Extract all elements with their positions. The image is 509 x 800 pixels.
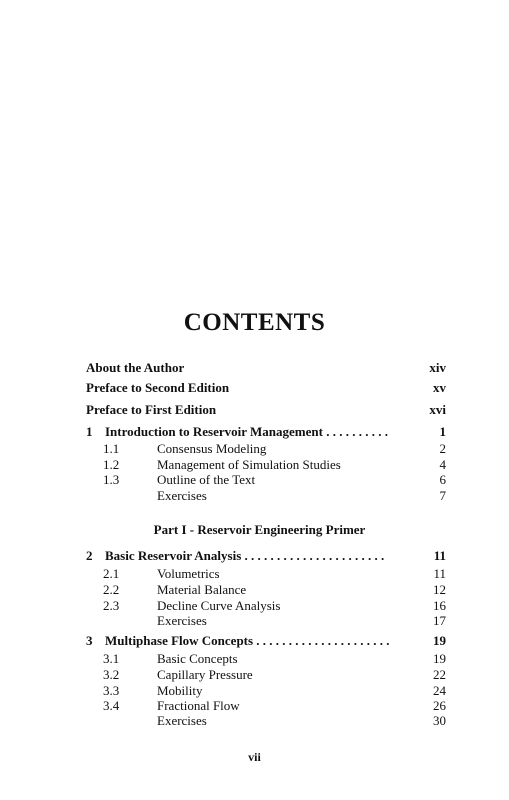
toc-entry-page: 17 — [433, 613, 446, 628]
toc-entry-page: 16 — [433, 598, 446, 613]
toc-entry-title: Fractional Flow — [157, 698, 240, 713]
toc-entry-title: Management of Simulation Studies — [157, 457, 341, 472]
toc-entry-number: 3.2 — [103, 667, 120, 682]
toc-section-entry — [86, 472, 446, 487]
toc-entry-number: 3.4 — [103, 698, 120, 713]
toc-section-entry — [86, 613, 446, 628]
toc-chapter-entry — [86, 633, 446, 648]
toc-section-entry — [86, 582, 446, 597]
toc-chapter-entry — [86, 548, 446, 563]
toc-entry-page: 12 — [433, 582, 446, 597]
toc-entry-page: 19 — [433, 633, 446, 648]
toc-entry-title: Exercises — [157, 713, 207, 728]
toc-entry-title: Exercises — [157, 488, 207, 503]
toc-section-entry — [86, 566, 446, 581]
toc-entry-number: 1.2 — [103, 457, 120, 472]
toc-entry-number: 2.1 — [103, 566, 120, 581]
toc-entry-title: Capillary Pressure — [157, 667, 253, 682]
toc-entry-page: 11 — [433, 566, 446, 581]
toc-entry-title: Consensus Modeling — [157, 441, 267, 456]
toc-entry-page: 24 — [433, 683, 446, 698]
toc-entry-title: Introduction to Reservoir Management . . . . . . . . . . — [105, 424, 388, 439]
toc-entry-number: 2 — [86, 548, 93, 563]
toc-front-matter-entry — [86, 380, 446, 395]
part-heading: Part I - Reservoir Engineering Primer — [153, 522, 366, 537]
toc-entry-page: xiv — [429, 360, 446, 375]
toc-entry-number: 2.3 — [103, 598, 120, 613]
toc-entry-number: 3 — [86, 633, 93, 648]
toc-chapter-entry — [86, 424, 446, 439]
toc-front-matter-entry — [86, 402, 446, 417]
page-number: vii — [248, 750, 261, 764]
toc-entry-title: Exercises — [157, 613, 207, 628]
toc-section-entry — [86, 651, 446, 666]
toc-entry-title: About the Author — [86, 360, 185, 375]
toc-entry-page: 19 — [433, 651, 446, 666]
toc-entry-title: Mobility — [157, 683, 203, 698]
toc-entry-title: Basic Reservoir Analysis . . . . . . . . . . . . . . . . . . . . . . — [105, 548, 385, 563]
toc-entry-title: Preface to Second Edition — [86, 380, 230, 395]
toc-entry-page: 30 — [433, 713, 446, 728]
toc-entry-page: 1 — [439, 424, 446, 439]
toc-entry-title: Outline of the Text — [157, 472, 256, 487]
toc-section-entry — [86, 683, 446, 698]
toc-section-entry — [86, 667, 446, 682]
toc-entry-number: 1.3 — [103, 472, 120, 487]
toc-entry-title: Multiphase Flow Concepts . . . . . . . . . . . . . . . . . . . . . — [105, 633, 390, 648]
toc-entry-number: 1.1 — [103, 441, 120, 456]
toc-entry-page: 22 — [433, 667, 446, 682]
toc-front-matter-entry — [86, 360, 446, 375]
toc-entry-number: 3.3 — [103, 683, 120, 698]
toc-section-entry — [86, 488, 446, 503]
toc-entry-page: xvi — [429, 402, 446, 417]
toc-entry-title: Basic Concepts — [157, 651, 238, 666]
toc-entry-title: Material Balance — [157, 582, 247, 597]
toc-entry-number: 2.2 — [103, 582, 120, 597]
toc-entry-number: 1 — [86, 424, 93, 439]
toc-section-entry — [86, 713, 446, 728]
toc-section-entry — [86, 441, 446, 456]
toc-entry-number: 3.1 — [103, 651, 120, 666]
toc-entry-page: 6 — [439, 472, 446, 487]
toc-entry-title: Volumetrics — [157, 566, 220, 581]
page-title: CONTENTS — [183, 309, 326, 336]
toc-entry-page: xv — [433, 380, 446, 395]
toc-entry-title: Preface to First Edition — [86, 402, 217, 417]
toc-entry-page: 4 — [439, 457, 446, 472]
toc-entry-page: 26 — [433, 698, 446, 713]
toc-section-entry — [86, 598, 446, 613]
toc-entry-page: 11 — [433, 548, 446, 563]
toc-section-entry — [86, 698, 446, 713]
toc-entry-title: Decline Curve Analysis — [157, 598, 281, 613]
toc-entry-page: 7 — [439, 488, 446, 503]
toc-entry-page: 2 — [439, 441, 446, 456]
toc-section-entry — [86, 457, 446, 472]
